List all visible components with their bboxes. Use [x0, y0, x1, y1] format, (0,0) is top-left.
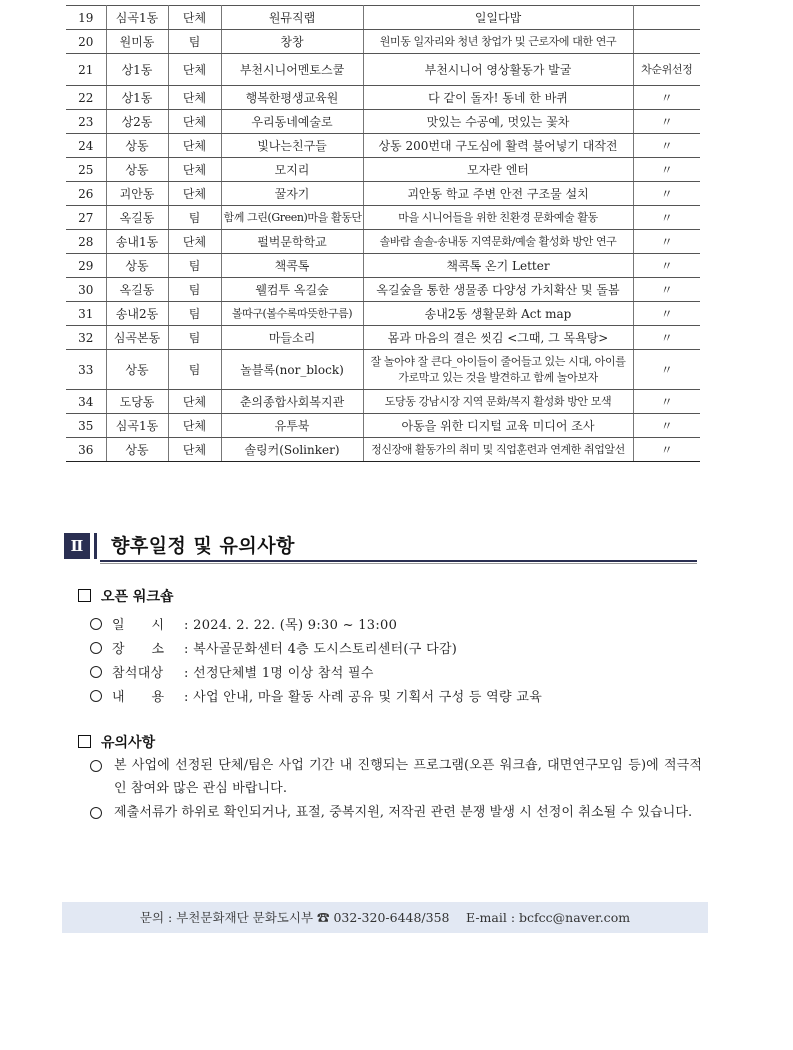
cell-dong: 괴안동	[106, 182, 168, 206]
table-row	[66, 254, 700, 278]
cell-dong: 옥길동	[106, 206, 168, 230]
cell-type: 팀	[168, 350, 221, 390]
table-row	[66, 350, 700, 390]
checkbox-square-icon	[78, 589, 91, 602]
cell-note: 〃	[633, 158, 700, 182]
section-header	[64, 531, 697, 563]
table-row	[66, 110, 700, 134]
cell-dong: 상1동	[106, 86, 168, 110]
cell-name: 모지리	[221, 158, 363, 182]
cell-note: 〃	[633, 390, 700, 414]
circle-bullet-icon	[90, 642, 102, 654]
cell-project: 송내2동 생활문화 Act map	[363, 302, 633, 326]
cell-type: 단체	[168, 230, 221, 254]
workshop-item-sep: :	[184, 618, 189, 633]
note-text: 본 사업에 선정된 단체/팀은 사업 기간 내 진행되는 프로그램(오픈 워크숍, 대면연구모임 등)에 적극적인 참여와 많은 관심 바랍니다.	[114, 758, 702, 796]
contact-text: 문의 : 부천문화재단 문화도시부 ☎ 032-320-6448/358 E-mail : bcfcc@naver.com	[139, 910, 631, 925]
cell-note: 〃	[633, 414, 700, 438]
cell-name: 부천시니어멘토스쿨	[221, 54, 363, 86]
workshop-title: 오픈 워크숍	[101, 589, 174, 605]
circle-bullet-icon	[90, 807, 102, 819]
section-underline-thin	[100, 563, 697, 564]
cell-name: 빛나는친구들	[221, 134, 363, 158]
circle-bullet-icon	[90, 666, 102, 678]
cell-note: 〃	[633, 302, 700, 326]
cell-no: 28	[66, 230, 106, 254]
cell-project: 몸과 마음의 결은 씻김 <그때, 그 목욕탕>	[363, 326, 633, 350]
cell-dong: 옥길동	[106, 278, 168, 302]
cell-project: 맛있는 수공예, 멋있는 꽃차	[363, 110, 633, 134]
cell-note: 〃	[633, 134, 700, 158]
cell-name: 함께 그린(Green)마을 활동단	[221, 206, 363, 230]
cell-note: 〃	[633, 350, 700, 390]
cell-dong: 상동	[106, 254, 168, 278]
workshop-item-value: 복사골문화센터 4층 도시스토리센터(구 다감)	[193, 642, 458, 657]
workshop-heading	[78, 586, 174, 606]
cell-no: 34	[66, 390, 106, 414]
table-row	[66, 6, 700, 30]
cell-no: 26	[66, 182, 106, 206]
cell-note: 〃	[633, 254, 700, 278]
contact-footer	[62, 902, 708, 933]
cell-dong: 송내2동	[106, 302, 168, 326]
cell-name: 솔링커(Solinker)	[221, 438, 363, 462]
cell-project: 괴안동 학교 주변 안전 구조물 설치	[363, 182, 633, 206]
cell-note: 〃	[633, 326, 700, 350]
cell-no: 35	[66, 414, 106, 438]
cell-name: 유투북	[221, 414, 363, 438]
cell-no: 31	[66, 302, 106, 326]
cell-dong: 송내1동	[106, 230, 168, 254]
cell-type: 단체	[168, 134, 221, 158]
table-row	[66, 230, 700, 254]
cell-name: 책콕톡	[221, 254, 363, 278]
cell-type: 단체	[168, 438, 221, 462]
cell-dong: 상동	[106, 350, 168, 390]
cell-type: 팀	[168, 302, 221, 326]
cell-dong: 상동	[106, 158, 168, 182]
cell-name: 웰컴투 옥길숲	[221, 278, 363, 302]
table-row	[66, 134, 700, 158]
cell-note: 〃	[633, 182, 700, 206]
cell-name: 창창	[221, 30, 363, 54]
table-row	[66, 390, 700, 414]
cell-no: 21	[66, 54, 106, 86]
workshop-item-label: 장 소	[112, 642, 165, 657]
section-bar	[94, 533, 97, 559]
table-row	[66, 278, 700, 302]
cell-name: 우리동네예술로	[221, 110, 363, 134]
workshop-item	[90, 614, 397, 633]
cell-note	[633, 6, 700, 30]
cell-no: 29	[66, 254, 106, 278]
workshop-item-sep: :	[184, 666, 189, 681]
table-row	[66, 206, 700, 230]
cell-no: 30	[66, 278, 106, 302]
cell-note: 〃	[633, 230, 700, 254]
cell-no: 33	[66, 350, 106, 390]
cell-note: 〃	[633, 206, 700, 230]
section-number: Ⅱ	[64, 533, 90, 559]
cell-type: 팀	[168, 254, 221, 278]
cell-type: 단체	[168, 158, 221, 182]
workshop-item	[90, 662, 374, 681]
note-item	[90, 754, 702, 800]
cell-no: 19	[66, 6, 106, 30]
section-title: 향후일정 및 유의사항	[111, 535, 295, 557]
workshop-item-label: 일 시	[112, 618, 165, 633]
note-item	[90, 801, 702, 824]
cell-name: 행복한평생교육원	[221, 86, 363, 110]
table-row	[66, 414, 700, 438]
notes-heading	[78, 732, 155, 752]
cell-project: 상동 200번대 구도심에 활력 불어넣기 대작전	[363, 134, 633, 158]
workshop-item	[90, 686, 542, 705]
cell-no: 22	[66, 86, 106, 110]
cell-type: 단체	[168, 182, 221, 206]
workshop-item-sep: :	[184, 642, 189, 657]
cell-note: 〃	[633, 86, 700, 110]
cell-type: 팀	[168, 30, 221, 54]
cell-project: 아동을 위한 디지털 교육 미디어 조사	[363, 414, 633, 438]
cell-name: 볼따구(볼수록따뜻한구름)	[221, 302, 363, 326]
selection-table-body	[66, 6, 700, 462]
table-row	[66, 158, 700, 182]
cell-type: 단체	[168, 86, 221, 110]
cell-no: 23	[66, 110, 106, 134]
cell-note: 차순위선정	[633, 54, 700, 86]
cell-type: 단체	[168, 54, 221, 86]
cell-project: 다 같이 돌자! 동네 한 바퀴	[363, 86, 633, 110]
table-row	[66, 86, 700, 110]
cell-project: 책콕톡 온기 Letter	[363, 254, 633, 278]
note-text: 제출서류가 하위로 확인되거나, 표절, 중복지원, 저작권 관련 분쟁 발생 시 선정이 취소될 수 있습니다.	[114, 805, 693, 820]
cell-no: 24	[66, 134, 106, 158]
cell-name: 놀블록(nor_block)	[221, 350, 363, 390]
table-row	[66, 54, 700, 86]
cell-type: 팀	[168, 278, 221, 302]
workshop-item-label: 내 용	[112, 690, 165, 705]
cell-note: 〃	[633, 110, 700, 134]
cell-dong: 심곡1동	[106, 6, 168, 30]
cell-note: 〃	[633, 438, 700, 462]
cell-note: 〃	[633, 278, 700, 302]
cell-dong: 원미동	[106, 30, 168, 54]
cell-project: 정신장애 활동가의 취미 및 직업훈련과 연계한 취업알선	[363, 438, 633, 462]
cell-dong: 도당동	[106, 390, 168, 414]
cell-project: 옥길숲을 통한 생물종 다양성 가치확산 및 돌봄	[363, 278, 633, 302]
workshop-item-value: 선정단체별 1명 이상 참석 필수	[193, 666, 374, 681]
cell-project: 솔바람 솔솔-송내동 지역문화/예술 활성화 방안 연구	[363, 230, 633, 254]
cell-name: 마들소리	[221, 326, 363, 350]
cell-type: 팀	[168, 206, 221, 230]
cell-name: 꿀자기	[221, 182, 363, 206]
table-row	[66, 30, 700, 54]
table-row	[66, 182, 700, 206]
workshop-item-label: 참석대상	[112, 666, 164, 681]
checkbox-square-icon	[78, 735, 91, 748]
section-underline	[100, 560, 697, 562]
cell-dong: 상동	[106, 134, 168, 158]
cell-no: 32	[66, 326, 106, 350]
cell-project: 부천시니어 영상활동가 발굴	[363, 54, 633, 86]
cell-project: 도당동 강남시장 지역 문화/복지 활성화 방안 모색	[363, 390, 633, 414]
cell-project: 잘 놀아야 잘 큰다_아이들이 줄어들고 있는 시대, 아이를 가로막고 있는 것을 발견하고 함께 놀아보자	[363, 350, 633, 390]
workshop-item-sep: :	[184, 690, 189, 705]
table-row	[66, 438, 700, 462]
cell-dong: 상1동	[106, 54, 168, 86]
cell-project: 모자란 엔터	[363, 158, 633, 182]
workshop-item-value: 2024. 2. 22. (목) 9:30 ~ 13:00	[193, 618, 398, 633]
cell-name: 원뮤직랩	[221, 6, 363, 30]
circle-bullet-icon	[90, 760, 102, 772]
cell-project: 일일다밥	[363, 6, 633, 30]
cell-type: 단체	[168, 110, 221, 134]
table-row	[66, 326, 700, 350]
cell-note	[633, 30, 700, 54]
workshop-item-value: 사업 안내, 마을 활동 사례 공유 및 기획서 구성 등 역량 교육	[193, 690, 543, 705]
cell-type: 팀	[168, 326, 221, 350]
workshop-item	[90, 638, 457, 657]
cell-dong: 심곡본동	[106, 326, 168, 350]
cell-type: 단체	[168, 6, 221, 30]
cell-type: 단체	[168, 390, 221, 414]
cell-name: 춘의종합사회복지관	[221, 390, 363, 414]
cell-project: 원미동 일자리와 청년 창업가 및 근로자에 대한 연구	[363, 30, 633, 54]
table-row	[66, 302, 700, 326]
cell-no: 27	[66, 206, 106, 230]
notes-title: 유의사항	[101, 735, 156, 751]
cell-project: 마을 시니어들을 위한 친환경 문화예술 활동	[363, 206, 633, 230]
cell-type: 단체	[168, 414, 221, 438]
cell-no: 36	[66, 438, 106, 462]
cell-dong: 심곡1동	[106, 414, 168, 438]
circle-bullet-icon	[90, 618, 102, 630]
cell-dong: 상동	[106, 438, 168, 462]
cell-no: 25	[66, 158, 106, 182]
selection-table	[66, 5, 700, 462]
cell-name: 펄벅문학학교	[221, 230, 363, 254]
cell-no: 20	[66, 30, 106, 54]
circle-bullet-icon	[90, 690, 102, 702]
cell-dong: 상2동	[106, 110, 168, 134]
